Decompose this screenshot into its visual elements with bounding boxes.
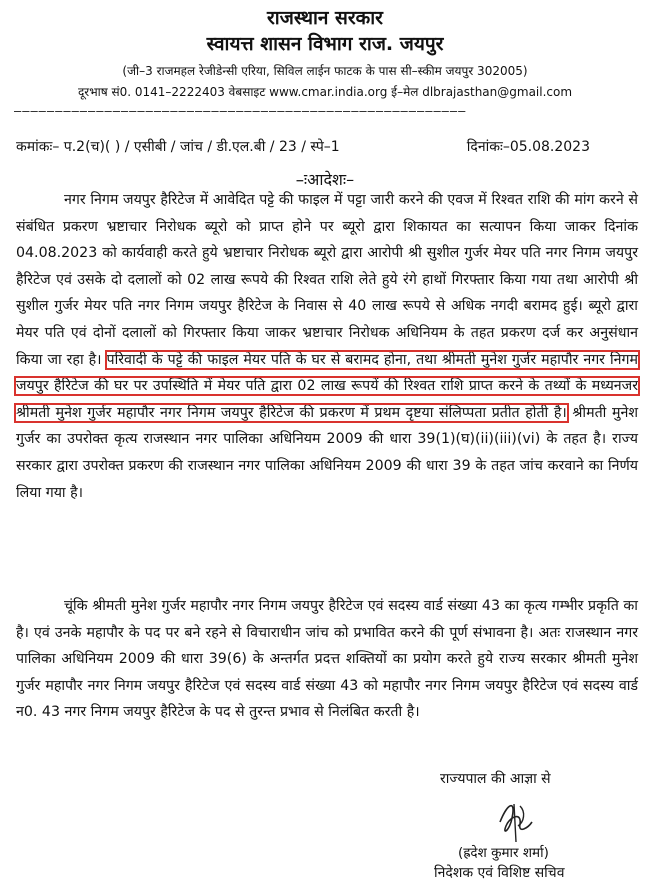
order-paragraph-2: चूंकि श्रीमती मुनेश गुर्जर महापौर नगर निगम जयपुर हैरिटेज एवं सदस्य वार्ड संख्या 43 का कृत्य गम्भीर प्रकृति का है। एवं उनके महापौर के पद पर बने रहने से विचाराधीन जांच को प्रभावित करने की पूर्ण संभावना है। अतः राजस्थान नगर पालिका अधिनियम 2009 की धारा 39(6) के अन्तर्गत प्रदत्त शक्तियों का प्रयोग करते हुये राज्य सरकार श्रीमती मुनेश गुर्जर महापौर नगर निगम जयपुर हैरिटेज एवं सदस्य वार्ड संख्या 43 को महापौर नगर निगम जयपुर हैरिटेज एवं सदस्य वार्ड न0. 43 नगर निगम जयपुर हैरिटेज के पद से तुरन्त प्रभाव से निलंबित करती है। bbox=[16, 598, 638, 721]
reference-number: कमांकः– प.2(च)( ) / एसीबी / जांच / डी.एल.बी / 23 / स्पे–1 bbox=[16, 139, 340, 155]
officer-name: (ह्रदेश कुमार शर्मा) bbox=[458, 845, 549, 861]
header-separator: ——————————————————————————————————————————————————————— bbox=[14, 104, 467, 118]
office-address: (जी–3 राजमहल रेजीडेन्सी एरिया, सिविल लाईन फाटक के पास सी–स्कीम जयपुर 302005) bbox=[122, 64, 528, 78]
order-paragraph-1 bbox=[16, 187, 638, 506]
order-heading: –ःआदेशः– bbox=[295, 170, 355, 189]
paragraph-1-conclusion: श्रीमती मुनेश गुर्जर का उपरोक्त कृत्य राजस्थान नगर पालिका अधिनियम 2009 की धारा 39(1)(घ)(ii)(iii)(vi) के तहत है। राज्य सरकार द्वारा उपरोक्त प्रकरण की राजस्थान नगर पालिका अधिनियम 2009 की धारा 39 के तहत जांच करवाने का निर्णय लिया गया है। bbox=[16, 404, 638, 501]
officer-designation: निदेशक एवं विशिष्ट सचिव bbox=[434, 865, 565, 881]
order-date: दिनांकः–05.08.2023 bbox=[466, 139, 590, 155]
department-subtitle: स्वायत्त शासन विभाग राज. जयपुर bbox=[206, 33, 444, 55]
signature-icon bbox=[480, 792, 550, 850]
paragraph-1-intro: नगर निगम जयपुर हैरिटेज में आवेदित पट्टे की फाइल में पट्टा जारी करने की एवज में रिश्वत राशि की मांग करने से संबंधित प्रकरण भ्रष्टाचार निरोधक ब्यूरो को प्राप्त होने पर ब्यूरो द्वारा शिकायत का सत्यापन किया जाकर दिनांक 04.08.2023 को कार्यवाही करते हुये भ्रष्टाचार निरोधक ब्यूरो द्वारा आरोपी श्री सुशील गुर्जर मेयर पति नगर निगम जयपुर हैरिटेज एवं उसके दो दलालों को 02 लाख रूपये की रिश्वत राशि लेते हुये रंगे हाथों गिरफ्तार किया गया तथा आरोपी श्री सुशील गुर्जर मेयर पति नगर निगम जयपुर हैरिटेज के निवास से 40 लाख रूपये से अधिक नगदी बरामद हुई। ब्यूरो द्वारा मेयर पति एवं दोनों दलालों को गिरफ्तार किया जाकर भ्रष्टाचार निरोधक अधिनियम के तहत प्रकरण दर्ज कर अनुसंधान किया जा रहा है। bbox=[16, 192, 638, 368]
governor-order-line: राज्यपाल की आज्ञा से bbox=[440, 771, 551, 787]
department-title: राजस्थान सरकार bbox=[267, 7, 383, 29]
contact-info: दूरभाष सं0. 0141–2222403 वेबसाइट www.cmar.india.org ई–मेल dlbrajasthan@gmail.com bbox=[77, 85, 573, 99]
highlighted-finding: परिवादी के पट्टे की फाइल मेयर पति के घर से बरामद होना, तथा श्रीमती मुनेश गुर्जर महापौर नगर निगम जयपुर हैरिटेज की घर पर उपस्थिति में मेयर पति द्वारा 02 लाख रूपयें की रिश्वत राशि प्राप्त करने के तथ्यों के मध्यनजर श्रीमती मुनेश गुर्जर महापौर नगर निगम जयपुर हैरिटेज की प्रकरण में प्रथम दृष्टया संलिप्पता प्रतीत होती है। bbox=[16, 351, 638, 421]
